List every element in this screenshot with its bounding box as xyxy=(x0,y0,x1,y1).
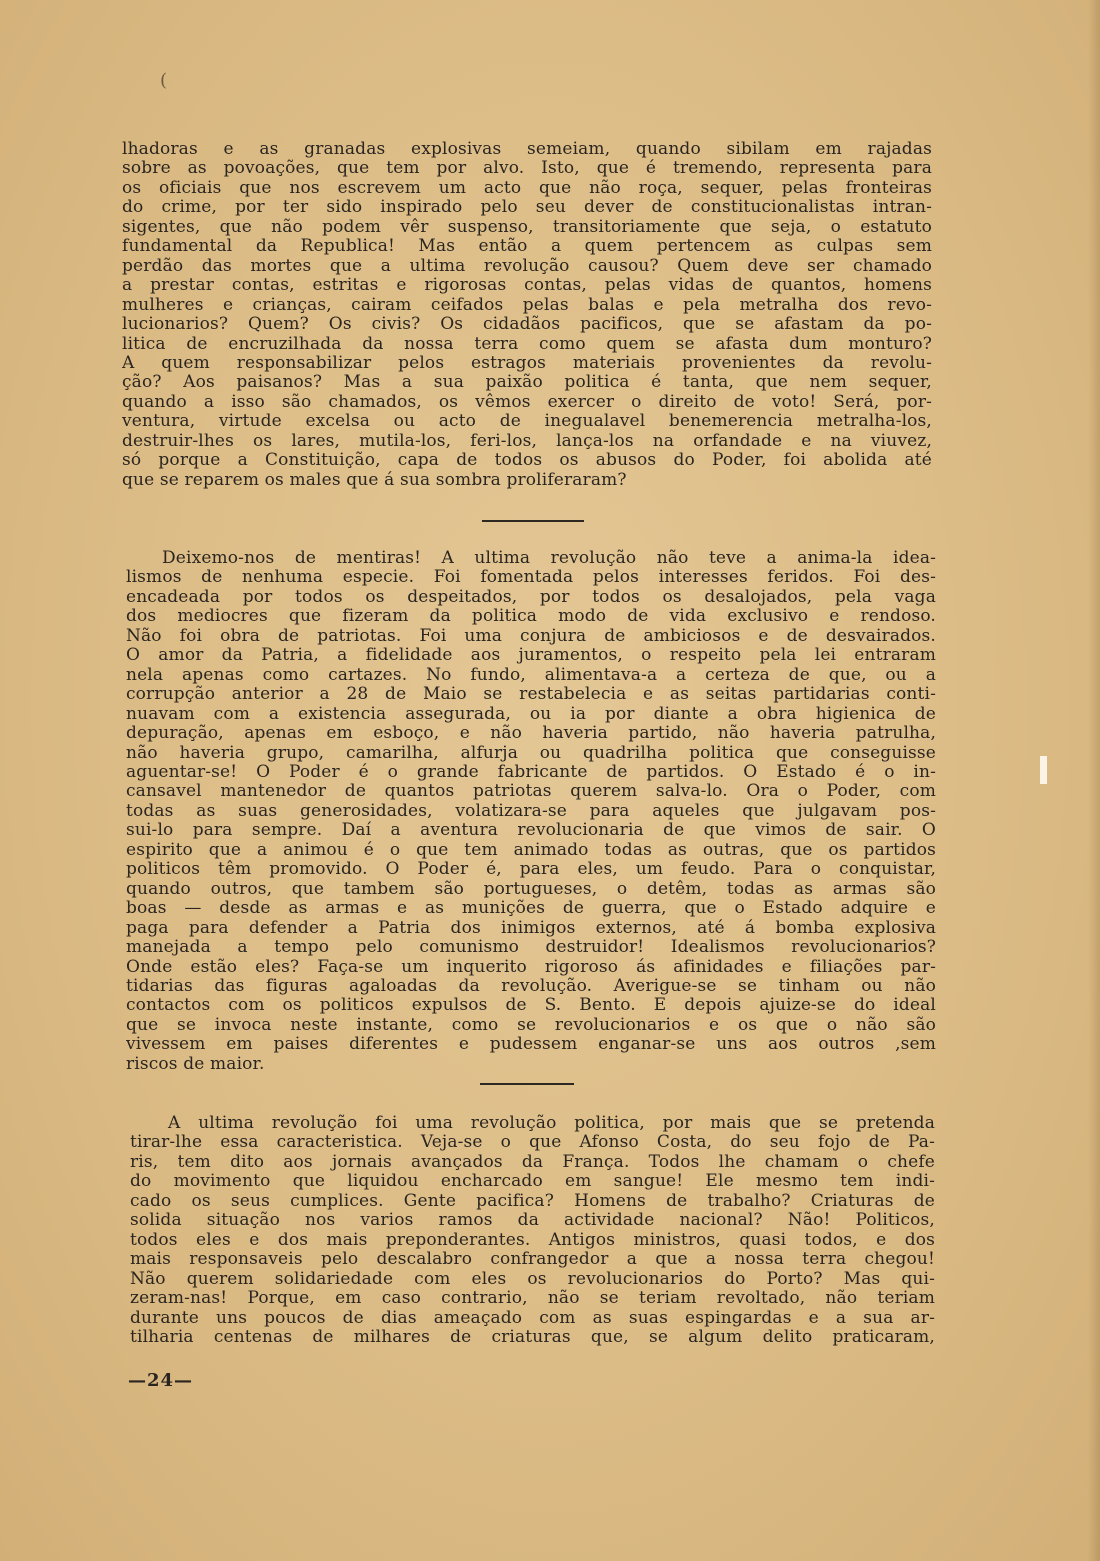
text-line: sigentes, que não podem vêr suspenso, transitoriamente que seja, o estatuto xyxy=(122,217,932,237)
text-line: sui-lo para sempre. Daí a aventura revolucionaria de que vimos de sair. O xyxy=(126,821,936,841)
section-divider xyxy=(482,520,584,522)
text-line: os oficiais que nos escrevem um acto que não roça, sequer, pelas fronteiras xyxy=(122,178,932,198)
text-line: só porque a Constituição, capa de todos os abusos do Poder, foi abolida até xyxy=(122,451,932,471)
text-line: contactos com os politicos expulsos de S. Bento. E depois ajuize-se do ideal xyxy=(126,996,936,1016)
text-line: quando a isso são chamados, os vêmos exercer o direito de voto! Será, por- xyxy=(122,392,932,412)
text-line: O amor da Patria, a fidelidade aos juramentos, o respeito pela lei entraram xyxy=(126,646,936,666)
text-line: nuavam com a existencia assegurada, ou ia por diante a obra higienica de xyxy=(126,704,936,724)
text-line: cado os seus cumplices. Gente pacifica? Homens de trabalho? Criaturas de xyxy=(130,1191,935,1211)
text-line: cansavel mantenedor de quantos patriotas querem salva-lo. Ora o Poder, com xyxy=(126,782,936,802)
text-line: A ultima revolução foi uma revolução politica, por mais que se pretenda xyxy=(168,1114,935,1133)
text-line: litica de encruzilhada da nossa terra como quem se afasta dum monturo? xyxy=(122,334,932,354)
text-line: durante uns poucos de dias ameaçado com as suas espingardas e a sua ar- xyxy=(130,1308,935,1328)
text-line: que se reparem os males que á sua sombra proliferaram? xyxy=(122,470,627,490)
text-line: solida situação nos varios ramos da actividade nacional? Não! Politicos, xyxy=(130,1211,935,1231)
text-line: lismos de nenhuma especie. Foi fomentada pelos interesses feridos. Foi des- xyxy=(126,568,936,588)
text-line: não haveria grupo, camarilha, alfurja ou quadrilha politica que conseguisse xyxy=(126,743,936,763)
text-line: zeram-nas! Porque, em caso contrario, não se teriam revoltado, não teriam xyxy=(130,1289,935,1309)
text-line: espirito que a animou é o que tem animado todas as outras, que os partidos xyxy=(126,840,936,860)
paragraph-1 xyxy=(122,140,932,490)
text-line: Deixemo-nos de mentiras! A ultima revolução não teve a anima-la idea- xyxy=(162,549,936,568)
text-line: nela apenas como cartazes. No fundo, alimentava-a a certeza de que, ou a xyxy=(126,665,936,685)
text-line: Não querem solidariedade com eles os revolucionarios do Porto? Mas qui- xyxy=(130,1269,935,1289)
text-line: paga para defender a Patria dos inimigos externos, até á bomba explosiva xyxy=(126,918,936,938)
corner-mark: ( xyxy=(160,70,168,91)
text-line: todos eles e dos mais preponderantes. Antigos ministros, quasi todos, e dos xyxy=(130,1230,935,1250)
text-line: mais responsaveis pelo descalabro confrangedor a que a nossa terra chegou! xyxy=(130,1250,935,1270)
text-line: tilharia centenas de milhares de criaturas que, se algum delito praticaram, xyxy=(130,1327,935,1347)
text-line: destruir-lhes os lares, mutila-los, feri-los, lança-los na orfandade e na viuvez, xyxy=(122,431,932,451)
text-line: a prestar contas, estritas e rigorosas contas, pelas vidas de quantos, homens xyxy=(122,276,932,296)
text-line: todas as suas generosidades, volatizara-se para aqueles que julgavam pos- xyxy=(126,801,936,821)
text-line: corrupção anterior a 28 de Maio se restabelecia e as seitas partidarias conti- xyxy=(126,685,936,705)
text-line: tidarias das figuras agaloadas da revolução. Averigue-se se tinham ou não xyxy=(126,976,936,996)
text-line: ção? Aos paisanos? Mas a sua paixão politica é tanta, que nem sequer, xyxy=(122,373,932,393)
text-line: do movimento que liquidou encharcado em sangue! Ele mesmo tem indi- xyxy=(130,1172,935,1192)
text-line: aguentar-se! O Poder é o grande fabricante de partidos. O Estado é o in- xyxy=(126,762,936,782)
text-line: fundamental da Republica! Mas então a quem pertencem as culpas sem xyxy=(122,237,932,257)
text-line: quando outros, que tambem são portugueses, o detêm, todas as armas são xyxy=(126,879,936,899)
paragraph-2 xyxy=(126,549,936,1074)
text-line: ris, tem dito aos jornais avançados da França. Todos lhe chamam o chefe xyxy=(130,1152,935,1172)
text-line: A quem responsabilizar pelos estragos materiais provenientes da revolu- xyxy=(122,353,932,373)
text-line: lhadoras e as granadas explosivas semeiam, quando sibilam em rajadas xyxy=(122,140,932,159)
text-line: ventura, virtude excelsa ou acto de inegualavel benemerencia metralha-los, xyxy=(122,412,932,432)
text-line: sobre as povoações, que tem por alvo. Isto, que é tremendo, representa para xyxy=(122,159,932,179)
paper-tear-mark xyxy=(1040,756,1047,784)
text-line: encadeada por todos os despeitados, por todos os desalojados, pela vaga xyxy=(126,587,936,607)
section-divider xyxy=(480,1083,574,1085)
text-line: riscos de maior. xyxy=(126,1054,265,1074)
text-line: Não foi obra de patriotas. Foi uma conjura de ambiciosos e de desvairados. xyxy=(126,626,936,646)
text-line: Onde estão eles? Faça-se um inquerito rigoroso ás afinidades e filiações par- xyxy=(126,957,936,977)
text-line: mulheres e crianças, cairam ceifados pelas balas e pela metralha dos revo- xyxy=(122,295,932,315)
text-line: politicos têm promovido. O Poder é, para eles, um feudo. Para o conquistar, xyxy=(126,860,936,880)
text-line: depuração, apenas em esboço, e não haveria partido, não haveria patrulha, xyxy=(126,724,936,744)
text-line: lucionarios? Quem? Os civis? Os cidadãos pacificos, que se afastam da po- xyxy=(122,315,932,335)
paragraph-3 xyxy=(130,1114,935,1347)
text-line: tirar-lhe essa caracteristica. Veja-se o que Afonso Costa, do seu fojo de Pa- xyxy=(130,1133,935,1153)
page-number: —24— xyxy=(128,1370,194,1391)
text-line: vivessem em paises diferentes e pudessem enganar-se uns aos outros ,sem xyxy=(126,1035,936,1055)
text-line: manejada a tempo pelo comunismo destruidor! Idealismos revolucionarios? xyxy=(126,938,936,958)
text-line: que se invoca neste instante, como se revolucionarios e os que o não são xyxy=(126,1015,936,1035)
text-line: do crime, por ter sido inspirado pelo seu dever de constitucionalistas intran- xyxy=(122,198,932,218)
text-line: boas — desde as armas e as munições de guerra, que o Estado adquire e xyxy=(126,899,936,919)
page-edge-shadow xyxy=(1088,0,1100,1561)
text-line: dos mediocres que fizeram da politica modo de vida exclusivo e rendoso. xyxy=(126,607,936,627)
text-line: perdão das mortes que a ultima revolução causou? Quem deve ser chamado xyxy=(122,256,932,276)
